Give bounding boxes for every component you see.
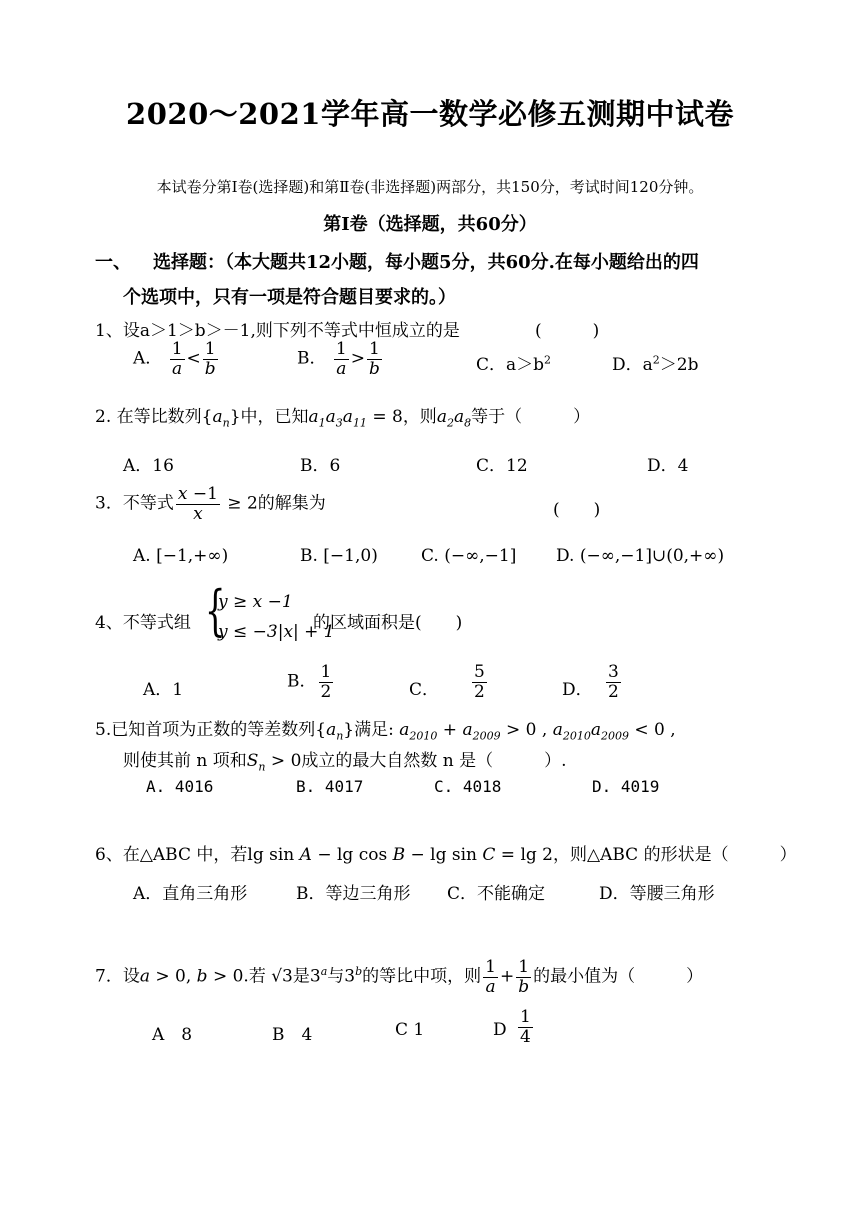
q7-option-d-label: D bbox=[493, 1020, 507, 1040]
q4-pre: 4、不等式组 bbox=[95, 613, 191, 633]
page-title: 2020～2021学年高一数学必修五测期中试卷 bbox=[126, 97, 734, 131]
q6-option-b: B．等边三角形 bbox=[296, 884, 411, 904]
q4-ineq1: y ≥ x −1 bbox=[218, 592, 293, 612]
q4-ineq2: y ≤ −3|x| + 1 bbox=[218, 622, 335, 642]
q3-pre: 3．不等式 bbox=[95, 493, 174, 514]
part-one-heading: 第Ⅰ卷（选择题，共60分） bbox=[323, 214, 537, 235]
q5-option-b: B. 4017 bbox=[296, 777, 364, 796]
q5-line2: 则使其前 n 项和$S_n > 0$成立的最大自然数 n 是（ ）. bbox=[123, 751, 567, 774]
q1-stem: 1、设a＞1＞b＞－1,则下列不等式中恒成立的是 bbox=[95, 321, 460, 341]
q7-mid2: 与 bbox=[327, 966, 345, 987]
q6-option-a: A．直角三角形 bbox=[133, 884, 248, 904]
q5-line1-mid: 满足: bbox=[354, 720, 394, 740]
q2-pre: 2. 在等比数列 bbox=[95, 407, 202, 427]
q6-pre: 6、在△ABC 中，若 bbox=[95, 845, 248, 865]
q1-option-b: B． $\frac{1}{a}$ > $\frac{1}{b}$ bbox=[297, 339, 380, 379]
q6-option-d: D．等腰三角形 bbox=[599, 884, 715, 904]
q1-c-text: C．a＞b bbox=[476, 355, 545, 375]
section-instructions-line2: 个选项中，只有一项是符合题目要求的。） bbox=[123, 287, 456, 308]
q3-bracket: ( ) bbox=[553, 500, 601, 520]
q7-stem: 7．设a > 0, b > 0.若 √3是3$^a$与3$^b$的等比中项，则 $\frac{1}{a}$ + $\frac{1}{b}$ 的最小值为（ ） bbox=[95, 957, 704, 997]
q3-option-d: D. (−∞,−1]∪(0,+∞) bbox=[556, 546, 725, 566]
q1-d-rest: ＞2b bbox=[659, 355, 699, 375]
q1-b-label: B． bbox=[297, 348, 327, 369]
q4-option-d-label: D． bbox=[562, 680, 593, 700]
q7-option-d-frac: $\frac{1}{4}$ bbox=[520, 1007, 531, 1047]
q2-mid2: ，则 bbox=[402, 407, 437, 427]
section-number: 一、 bbox=[95, 252, 131, 273]
q5-option-d: D. 4019 bbox=[592, 777, 660, 796]
q7-pre: 7．设 bbox=[95, 966, 140, 987]
q3-option-a: A. [−1,+∞) bbox=[133, 546, 229, 566]
q2-option-d: D．4 bbox=[647, 456, 689, 476]
q5-line1-pre: 5.已知首项为正数的等差数列 bbox=[95, 720, 316, 740]
q4-option-a: A．1 bbox=[143, 680, 184, 700]
q7-option-a: A 8 bbox=[152, 1025, 193, 1045]
q2-mid1: 中，已知 bbox=[240, 407, 309, 427]
q1-option-a: A． $\frac{1}{a}$ < $\frac{1}{b}$ bbox=[133, 339, 216, 379]
q3-option-b: B. [−1,0) bbox=[300, 546, 378, 566]
q3-option-c: C. (−∞,−1] bbox=[421, 546, 517, 566]
q2-post: 等于（ ） bbox=[471, 407, 591, 427]
q6-stem: 6、在△ABC 中，若lg sin A − lg cos B − lg sin C = lg 2，则△ABC 的形状是（ ） bbox=[95, 845, 797, 865]
q7-mid3: 的等比中项，则 bbox=[362, 966, 482, 987]
q2-option-a: A．16 bbox=[123, 456, 174, 476]
q7-option-c: C 1 bbox=[395, 1020, 425, 1040]
q4-option-d-frac: $\frac{3}{2}$ bbox=[608, 662, 619, 702]
q5-option-c: C. 4018 bbox=[434, 777, 502, 796]
section-instructions-line1: 选择题：（本大题共12小题，每小题5分，共60分.在每小题给出的四 bbox=[153, 252, 699, 273]
q1-d-sup: 2 bbox=[652, 353, 660, 367]
q2-option-c: C．12 bbox=[476, 456, 528, 476]
q7-mid: 是 bbox=[292, 966, 310, 987]
q1-d-text: D．a bbox=[612, 355, 653, 375]
q2-option-b: B．6 bbox=[300, 456, 341, 476]
q1-c-sup: 2 bbox=[544, 353, 552, 367]
q5-option-a: A. 4016 bbox=[146, 777, 214, 796]
q3-post: 的解集为 bbox=[257, 493, 326, 514]
q2-stem: 2. 在等比数列$\{a_n\}$中，已知$a_1a_3a_{11} = 8$，则$a_2a_8$等于（ ） bbox=[95, 407, 591, 430]
q4-option-b: B． $\frac{1}{2}$ bbox=[287, 662, 332, 702]
q3-stem: 3．不等式 $\frac{x -1}{x}$ ≥ 2的解集为 bbox=[95, 484, 326, 524]
q5-line2-pre: 则使其前 n 项和 bbox=[123, 751, 247, 771]
q4-b-label: B． bbox=[287, 671, 317, 692]
q4-system-brace: { bbox=[204, 579, 226, 642]
q7-post: 的最小值为（ ） bbox=[533, 966, 704, 987]
q1-bracket: ( ) bbox=[535, 321, 600, 341]
q6-post: ，则△ABC 的形状是（ ） bbox=[553, 845, 797, 865]
q1-option-c bbox=[476, 350, 551, 375]
q1-a-label: A． bbox=[133, 348, 163, 369]
q1-option-d bbox=[612, 350, 698, 375]
q4-post: 的区域面积是( ) bbox=[313, 613, 463, 633]
q6-option-c: C．不能确定 bbox=[447, 884, 546, 904]
q5-line1: 5.已知首项为正数的等差数列$\{a_n\}$满足: $a_{2010} + a_{2009} > 0$ , $a_{2010}a_{2009} < 0$ , bbox=[95, 720, 676, 743]
q5-line2-post: 成立的最大自然数 n 是（ ）. bbox=[301, 751, 567, 771]
exam-intro: 本试卷分第Ⅰ卷(选择题)和第Ⅱ卷(非选择题)两部分，共150分，考试时间120分钟。 bbox=[156, 178, 704, 196]
q7-option-b: B 4 bbox=[272, 1025, 313, 1045]
q4-option-c-frac: $\frac{5}{2}$ bbox=[474, 662, 485, 702]
q4-option-c-label: C． bbox=[409, 680, 440, 700]
